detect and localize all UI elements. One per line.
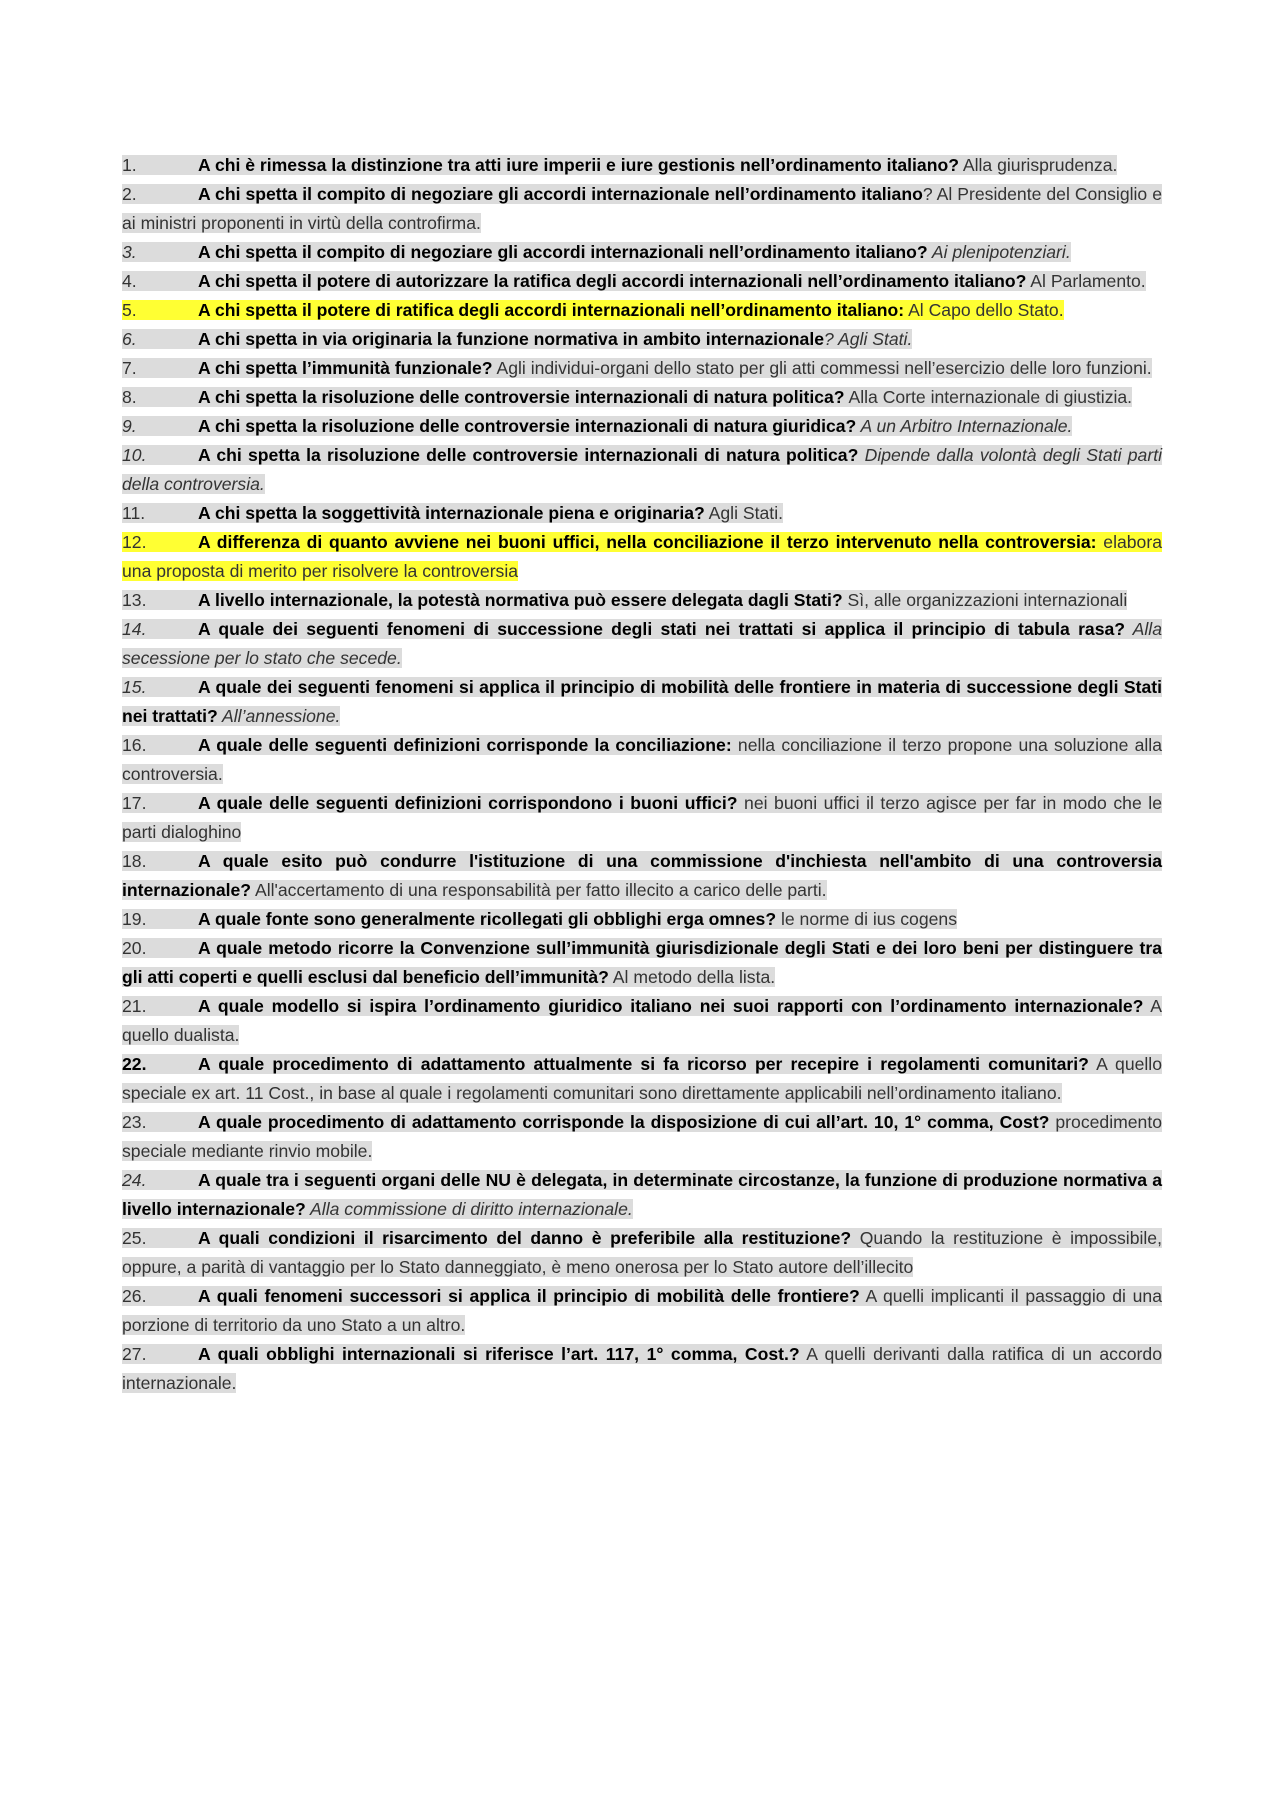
question-item <box>122 1224 1162 1282</box>
question-item <box>122 1282 1162 1340</box>
question-text: A chi è rimessa la distinzione tra atti iure imperii e iure gestionis nell’ordinamento italiano? <box>198 155 959 175</box>
answer-text: Quando la restituzione è impossibile, oppure, a parità di vantaggio per lo Stato danneggiato, è meno onerosa per lo Stato autore dell’illecito <box>122 1228 1162 1277</box>
question-text: A quali obblighi internazionali si riferisce l’art. 117, 1° comma, Cost.? <box>198 1344 800 1364</box>
question-text: A chi spetta il compito di negoziare gli accordi internazionali nell’ordinamento italiano? <box>198 242 928 262</box>
question-text: A quali fenomeni successori si applica il principio di mobilità delle frontiere? <box>198 1286 860 1306</box>
question-text: A quale dei seguenti fenomeni di successione degli stati nei trattati si applica il principio di tabula rasa? <box>198 619 1126 639</box>
question-text: A quale procedimento di adattamento corrisponde la disposizione di cui all’art. 10, 1° comma, Cost? <box>198 1112 1050 1132</box>
question-text: A quale procedimento di adattamento attualmente si fa ricorso per recepire i regolamenti comunitari? <box>198 1054 1089 1074</box>
item-number: 17. <box>122 793 147 813</box>
question-item <box>122 1050 1162 1108</box>
question-item <box>122 992 1162 1050</box>
answer-text: Ai plenipotenziari. <box>927 242 1071 262</box>
answer-text: nei buoni uffici il terzo agisce per far in modo che le parti dialoghino <box>122 793 1162 842</box>
item-number: 4. <box>122 271 137 291</box>
question-item <box>122 325 1162 354</box>
answer-text: Al metodo della lista. <box>608 967 776 987</box>
question-item <box>122 615 1162 673</box>
question-text: A chi spetta l’immunità funzionale? <box>198 358 493 378</box>
answer-text: ? Al Presidente del Consiglio e ai ministri proponenti in virtù della controfirma. <box>122 184 1162 233</box>
item-number: 27. <box>122 1344 147 1364</box>
item-number: 8. <box>122 387 137 407</box>
answer-text: All'accertamento di una responsabilità per fatto illecito a carico delle parti. <box>251 880 827 900</box>
item-number: 22. <box>122 1054 147 1074</box>
question-item <box>122 354 1162 383</box>
question-text: A chi spetta la risoluzione delle controversie internazionali di natura giuridica? <box>198 416 857 436</box>
answer-text: All’annessione. <box>217 706 341 726</box>
question-text: A chi spetta il compito di negoziare gli accordi internazionale nell’ordinamento italiano <box>198 184 923 204</box>
answer-text: nella conciliazione il terzo propone una soluzione alla controversia. <box>122 735 1162 784</box>
item-number: 26. <box>122 1286 147 1306</box>
answer-text: Al Parlamento. <box>1026 271 1146 291</box>
question-text: A quale tra i seguenti organi delle NU è delegata, in determinate circostanze, la funzione di produzione normativa a livello internazionale? <box>122 1170 1162 1219</box>
item-number: 13. <box>122 590 147 610</box>
question-item <box>122 528 1162 586</box>
question-item <box>122 267 1162 296</box>
question-text: A quale dei seguenti fenomeni si applica il principio di mobilità delle frontiere in materia di successione degli Stati nei trattati? <box>122 677 1162 726</box>
item-number: 23. <box>122 1112 147 1132</box>
question-item <box>122 296 1162 325</box>
question-text: A chi spetta il potere di autorizzare la ratifica degli accordi internazionali nell’ordinamento italiano? <box>198 271 1027 291</box>
question-text: A chi spetta la soggettività internazionale piena e originaria? <box>198 503 705 523</box>
answer-text: ? Agli Stati. <box>824 329 913 349</box>
question-item <box>122 934 1162 992</box>
item-number: 14. <box>122 619 147 639</box>
answer-text: Agli individui-organi dello stato per gli atti commessi nell’esercizio delle loro funzioni. <box>492 358 1152 378</box>
question-text: A quale esito può condurre l'istituzione di una commissione d'inchiesta nell'ambito di una controversia internazionale? <box>122 851 1162 900</box>
answer-text: procedimento speciale mediante rinvio mobile. <box>122 1112 1163 1161</box>
item-number: 15. <box>122 677 147 697</box>
question-item <box>122 673 1162 731</box>
item-number: 24. <box>122 1170 147 1190</box>
answer-text: elabora una proposta di merito per risolvere la controversia <box>122 532 1162 581</box>
question-item <box>122 586 1162 615</box>
answer-text: Al Capo dello Stato. <box>904 300 1064 320</box>
answer-text: Alla commissione di diritto internazionale. <box>305 1199 633 1219</box>
question-text: A quale delle seguenti definizioni corrispondono i buoni uffici? <box>198 793 738 813</box>
question-list <box>122 151 1162 1398</box>
question-item <box>122 151 1162 180</box>
question-text: A livello internazionale, la potestà normativa può essere delegata dagli Stati? <box>198 590 843 610</box>
question-text: A chi spetta in via originaria la funzione normativa in ambito internazionale <box>198 329 824 349</box>
question-text: A quale fonte sono generalmente ricollegati gli obblighi erga omnes? <box>198 909 777 929</box>
question-text: A quali condizioni il risarcimento del danno è preferibile alla restituzione? <box>198 1228 852 1248</box>
question-item <box>122 1108 1162 1166</box>
answer-text: Agli Stati. <box>704 503 783 523</box>
item-number: 2. <box>122 184 137 204</box>
answer-text: Alla giurisprudenza. <box>958 155 1118 175</box>
answer-text: A quelli derivanti dalla ratifica di un accordo internazionale. <box>122 1344 1162 1393</box>
answer-text: A un Arbitro Internazionale. <box>856 416 1073 436</box>
item-number: 18. <box>122 851 147 871</box>
question-item <box>122 238 1162 267</box>
question-text: A chi spetta il potere di ratifica degli accordi internazionali nell’ordinamento italiano: <box>198 300 905 320</box>
item-number: 11. <box>122 503 146 523</box>
question-text: A quale metodo ricorre la Convenzione sull’immunità giurisdizionale degli Stati e dei loro beni per distinguere tra gli atti coperti e quelli esclusi dal beneficio dell’immunità? <box>122 938 1162 987</box>
item-number: 12. <box>122 532 147 552</box>
item-number: 7. <box>122 358 137 378</box>
answer-text: A quello speciale ex art. 11 Cost., in base al quale i regolamenti comunitari sono direttamente applicabili nell’ordinamento italiano. <box>122 1054 1162 1103</box>
question-text: A quale modello si ispira l’ordinamento giuridico italiano nei suoi rapporti con l’ordinamento internazionale? <box>198 996 1144 1016</box>
question-item <box>122 1340 1162 1398</box>
question-item <box>122 847 1162 905</box>
question-text: A quale delle seguenti definizioni corrisponde la conciliazione: <box>198 735 732 755</box>
question-text: A chi spetta la risoluzione delle controversie internazionali di natura politica? <box>198 387 845 407</box>
item-number: 5. <box>122 300 137 320</box>
question-item <box>122 731 1162 789</box>
question-text: A chi spetta la risoluzione delle controversie internazionali di natura politica? <box>198 445 859 465</box>
question-item <box>122 789 1162 847</box>
question-item <box>122 180 1162 238</box>
item-number: 1. <box>122 155 137 175</box>
item-number: 20. <box>122 938 147 958</box>
question-item <box>122 905 1162 934</box>
item-number: 25. <box>122 1228 147 1248</box>
item-number: 9. <box>122 416 137 436</box>
question-item <box>122 499 1162 528</box>
question-item <box>122 412 1162 441</box>
item-number: 3. <box>122 242 137 262</box>
answer-text: Alla secessione per lo stato che secede. <box>122 619 1162 668</box>
answer-text: Sì, alle organizzazioni internazionali <box>842 590 1128 610</box>
question-item <box>122 441 1162 499</box>
item-number: 19. <box>122 909 147 929</box>
answer-text: A quelli implicanti il passaggio di una porzione di territorio da uno Stato a un altro. <box>122 1286 1163 1335</box>
answer-text: Dipende dalla volontà degli Stati parti della controversia. <box>122 445 1162 494</box>
item-number: 10. <box>122 445 147 465</box>
question-text: A differenza di quanto avviene nei buoni uffici, nella conciliazione il terzo intervenuto nella controversia: <box>198 532 1097 552</box>
item-number: 6. <box>122 329 137 349</box>
item-number: 21. <box>122 996 147 1016</box>
question-item <box>122 383 1162 412</box>
answer-text: A quello dualista. <box>122 996 1162 1045</box>
item-number: 16. <box>122 735 147 755</box>
question-item <box>122 1166 1162 1224</box>
answer-text: Alla Corte internazionale di giustizia. <box>844 387 1133 407</box>
answer-text: le norme di ius cogens <box>776 909 957 929</box>
